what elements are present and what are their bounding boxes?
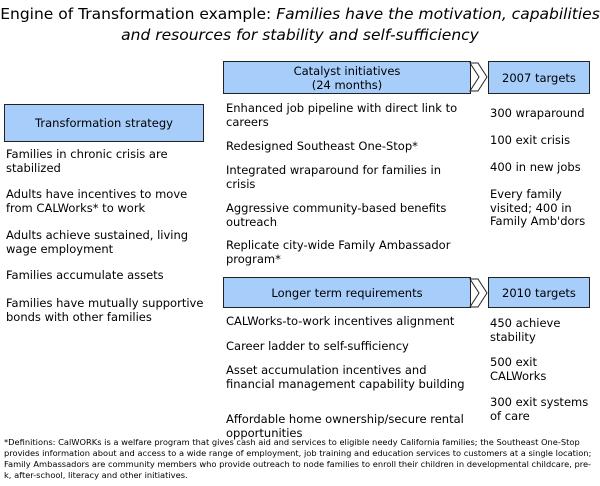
catalyst-heading-line1: Catalyst initiatives [293,63,401,78]
definitions-footnote: *Definitions: CalWORKs is a welfare program that gives cash aid and services to eligible needy California families; the Southeast One-Stop provides information about and access to a wide range of employment, job training and education services to customers at a single location; Family Ambassadors are community members who provide outreach to node families to enroll their children in developmental childcare, pre-k, after-school, literacy and other initiatives. [4,437,592,480]
catalyst-item: Redesigned Southeast One-Stop* [226,139,418,153]
catalyst-heading-line2: (24 months) [311,77,383,92]
title-italic-line2: and resources for stability and self-sufficiency [121,26,479,44]
catalyst-item: Enhanced job pipeline with direct link to careers [226,101,458,129]
targets-2007-box [488,61,590,94]
arrow-to-2010-targets [469,278,489,308]
longer-term-heading: Longer term requirements [271,285,423,300]
target-2007-item: Every family visited; 400 in Family Amb'dors [490,187,586,228]
transformation-item: Families have mutually supportive bonds with other families [6,296,204,324]
page-title [0,4,600,46]
target-2010-item: 450 achieve stability [490,316,561,344]
transformation-item: Families accumulate assets [6,268,164,282]
longer-term-item: Career ladder to self-sufficiency [226,339,409,353]
transformation-item: Adults achieve sustained, living wage employment [6,228,189,256]
catalyst-item: Aggressive community-based benefits outreach [226,201,447,229]
transformation-item: Adults have incentives to move from CALWorks* to work [6,187,188,215]
catalyst-item: Integrated wraparound for families in crisis [226,163,442,191]
transformation-strategy-heading: Transformation strategy [35,116,173,130]
title-italic-line1: Families have the motivation, capabilities [276,5,600,23]
arrow-to-2007-targets [469,62,489,92]
target-2007-item: 100 exit crisis [490,133,571,147]
longer-term-item: Asset accumulation incentives and financial management capability building [226,363,465,391]
targets-2010-box [488,277,590,308]
transformation-item: Families in chronic crisis are stabilized [6,147,168,175]
title-prefix: Engine of Transformation example: [0,5,277,23]
transformation-strategy-box [4,104,204,142]
target-2007-item: 300 wraparound [490,106,585,120]
longer-term-item: CALWorks-to-work incentives alignment [226,314,455,328]
longer-term-item: Affordable home ownership/secure rental opportunities [226,412,464,440]
catalyst-initiatives-box [223,61,471,94]
target-2010-item: 500 exit CALWorks [490,355,547,383]
catalyst-item: Replicate city-wide Family Ambassador program* [226,238,451,266]
targets-2010-heading: 2010 targets [502,285,576,300]
target-2007-item: 400 in new jobs [490,160,581,174]
longer-term-requirements-box [223,277,471,308]
target-2010-item: 300 exit systems of care [490,395,589,423]
targets-2007-heading: 2007 targets [502,70,576,85]
